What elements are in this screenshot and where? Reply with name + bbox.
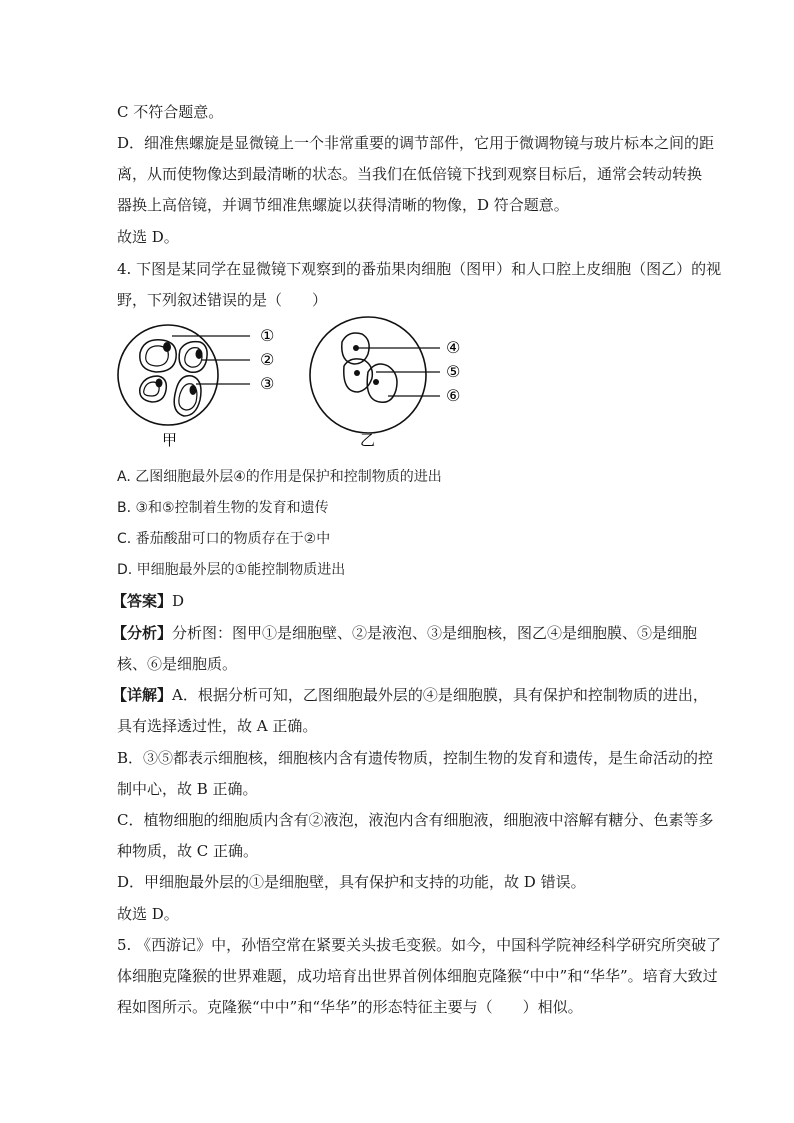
text-line: B．③⑤都表示细胞核，细胞核内含有遗传物质，控制生物的发育和遗传，是生命活动的控 <box>117 749 714 767</box>
answer-tag: 【答案】 <box>112 592 173 610</box>
field-jia <box>118 325 250 425</box>
label-6: ⑥ <box>446 386 461 405</box>
question-5-stem: 5. 《西游记》中，孙悟空常在紧要关头拔毛变猴。如今，中国科学院神经科学研究所突破了 <box>117 936 722 954</box>
text-line: C．植物细胞的细胞质内含有②液泡，液泡内含有细胞液，细胞液中溶解有糖分、色素等多 <box>117 811 714 829</box>
question-4-stem: 4. 下图是某同学在显微镜下观察到的番茄果肉细胞（图甲）和人口腔上皮细胞（图乙）的视 <box>117 260 722 278</box>
answer-value: D <box>172 592 185 610</box>
label-1: ① <box>260 326 275 345</box>
text-line: 故选 D。 <box>117 228 179 246</box>
label-3: ③ <box>260 374 275 393</box>
text-line: 离，从而使物像达到最清晰的状态。当我们在低倍镜下找到观察目标后，通常会转动转换 <box>117 165 703 183</box>
analysis-text: 分析图：图甲①是细胞壁、②是液泡、③是细胞核，图乙④是细胞膜、⑤是细胞 <box>172 624 698 642</box>
text-line: 故选 D。 <box>117 905 179 923</box>
caption-yi: 乙 <box>360 431 376 449</box>
text-line: 器换上高倍镜，并调节细准焦螺旋以获得清晰的物像，D 符合题意。 <box>117 196 569 214</box>
text-line: D．甲细胞最外层的①是细胞壁，具有保护和支持的功能，故 D 错误。 <box>117 873 586 891</box>
text-line: 种物质，故 C 正确。 <box>117 842 259 860</box>
label-5: ⑤ <box>446 362 461 381</box>
analysis-tag: 【分析】 <box>112 624 173 642</box>
caption-jia: 甲 <box>162 431 178 449</box>
answer-line <box>112 591 184 611</box>
text-line: C 不符合题意。 <box>117 103 224 121</box>
question-4-stem: 野，下列叙述错误的是（ ） <box>117 291 328 309</box>
option-d: D. 甲细胞最外层的①能控制物质进出 <box>117 562 346 578</box>
label-2: ② <box>260 350 275 369</box>
label-4: ④ <box>446 338 461 357</box>
microscope-figure <box>110 310 470 450</box>
option-c: C. 番茄酸甜可口的物质存在于②中 <box>117 531 331 547</box>
text-line: D．细准焦螺旋是显微镜上一个非常重要的调节部件，它用于微调物镜与玻片标本之间的距 <box>117 134 715 152</box>
text-line: 核、⑥是细胞质。 <box>117 655 238 673</box>
analysis-line <box>112 623 697 643</box>
text-line: 具有选择透过性，故 A 正确。 <box>117 717 318 735</box>
text-line: 制中心，故 B 正确。 <box>117 780 258 798</box>
question-5-stem: 体细胞克隆猴的世界难题，成功培育出世界首例体细胞克隆猴“中中”和“华华”。培育大致过 <box>117 967 718 985</box>
option-a: A. 乙图细胞最外层④的作用是保护和控制物质的进出 <box>117 469 442 485</box>
option-b: B. ③和⑤控制着生物的发育和遗传 <box>117 500 329 516</box>
question-5-stem: 程如图所示。克隆猴“中中”和“华华”的形态特征主要与（ ）相似。 <box>117 998 583 1016</box>
detail-tag: 【详解】 <box>112 686 173 704</box>
detail-text: A．根据分析可知，乙图细胞最外层的④是细胞膜，具有保护和控制物质的进出， <box>172 686 708 704</box>
field-yi <box>310 317 440 433</box>
detail-line <box>112 685 708 705</box>
